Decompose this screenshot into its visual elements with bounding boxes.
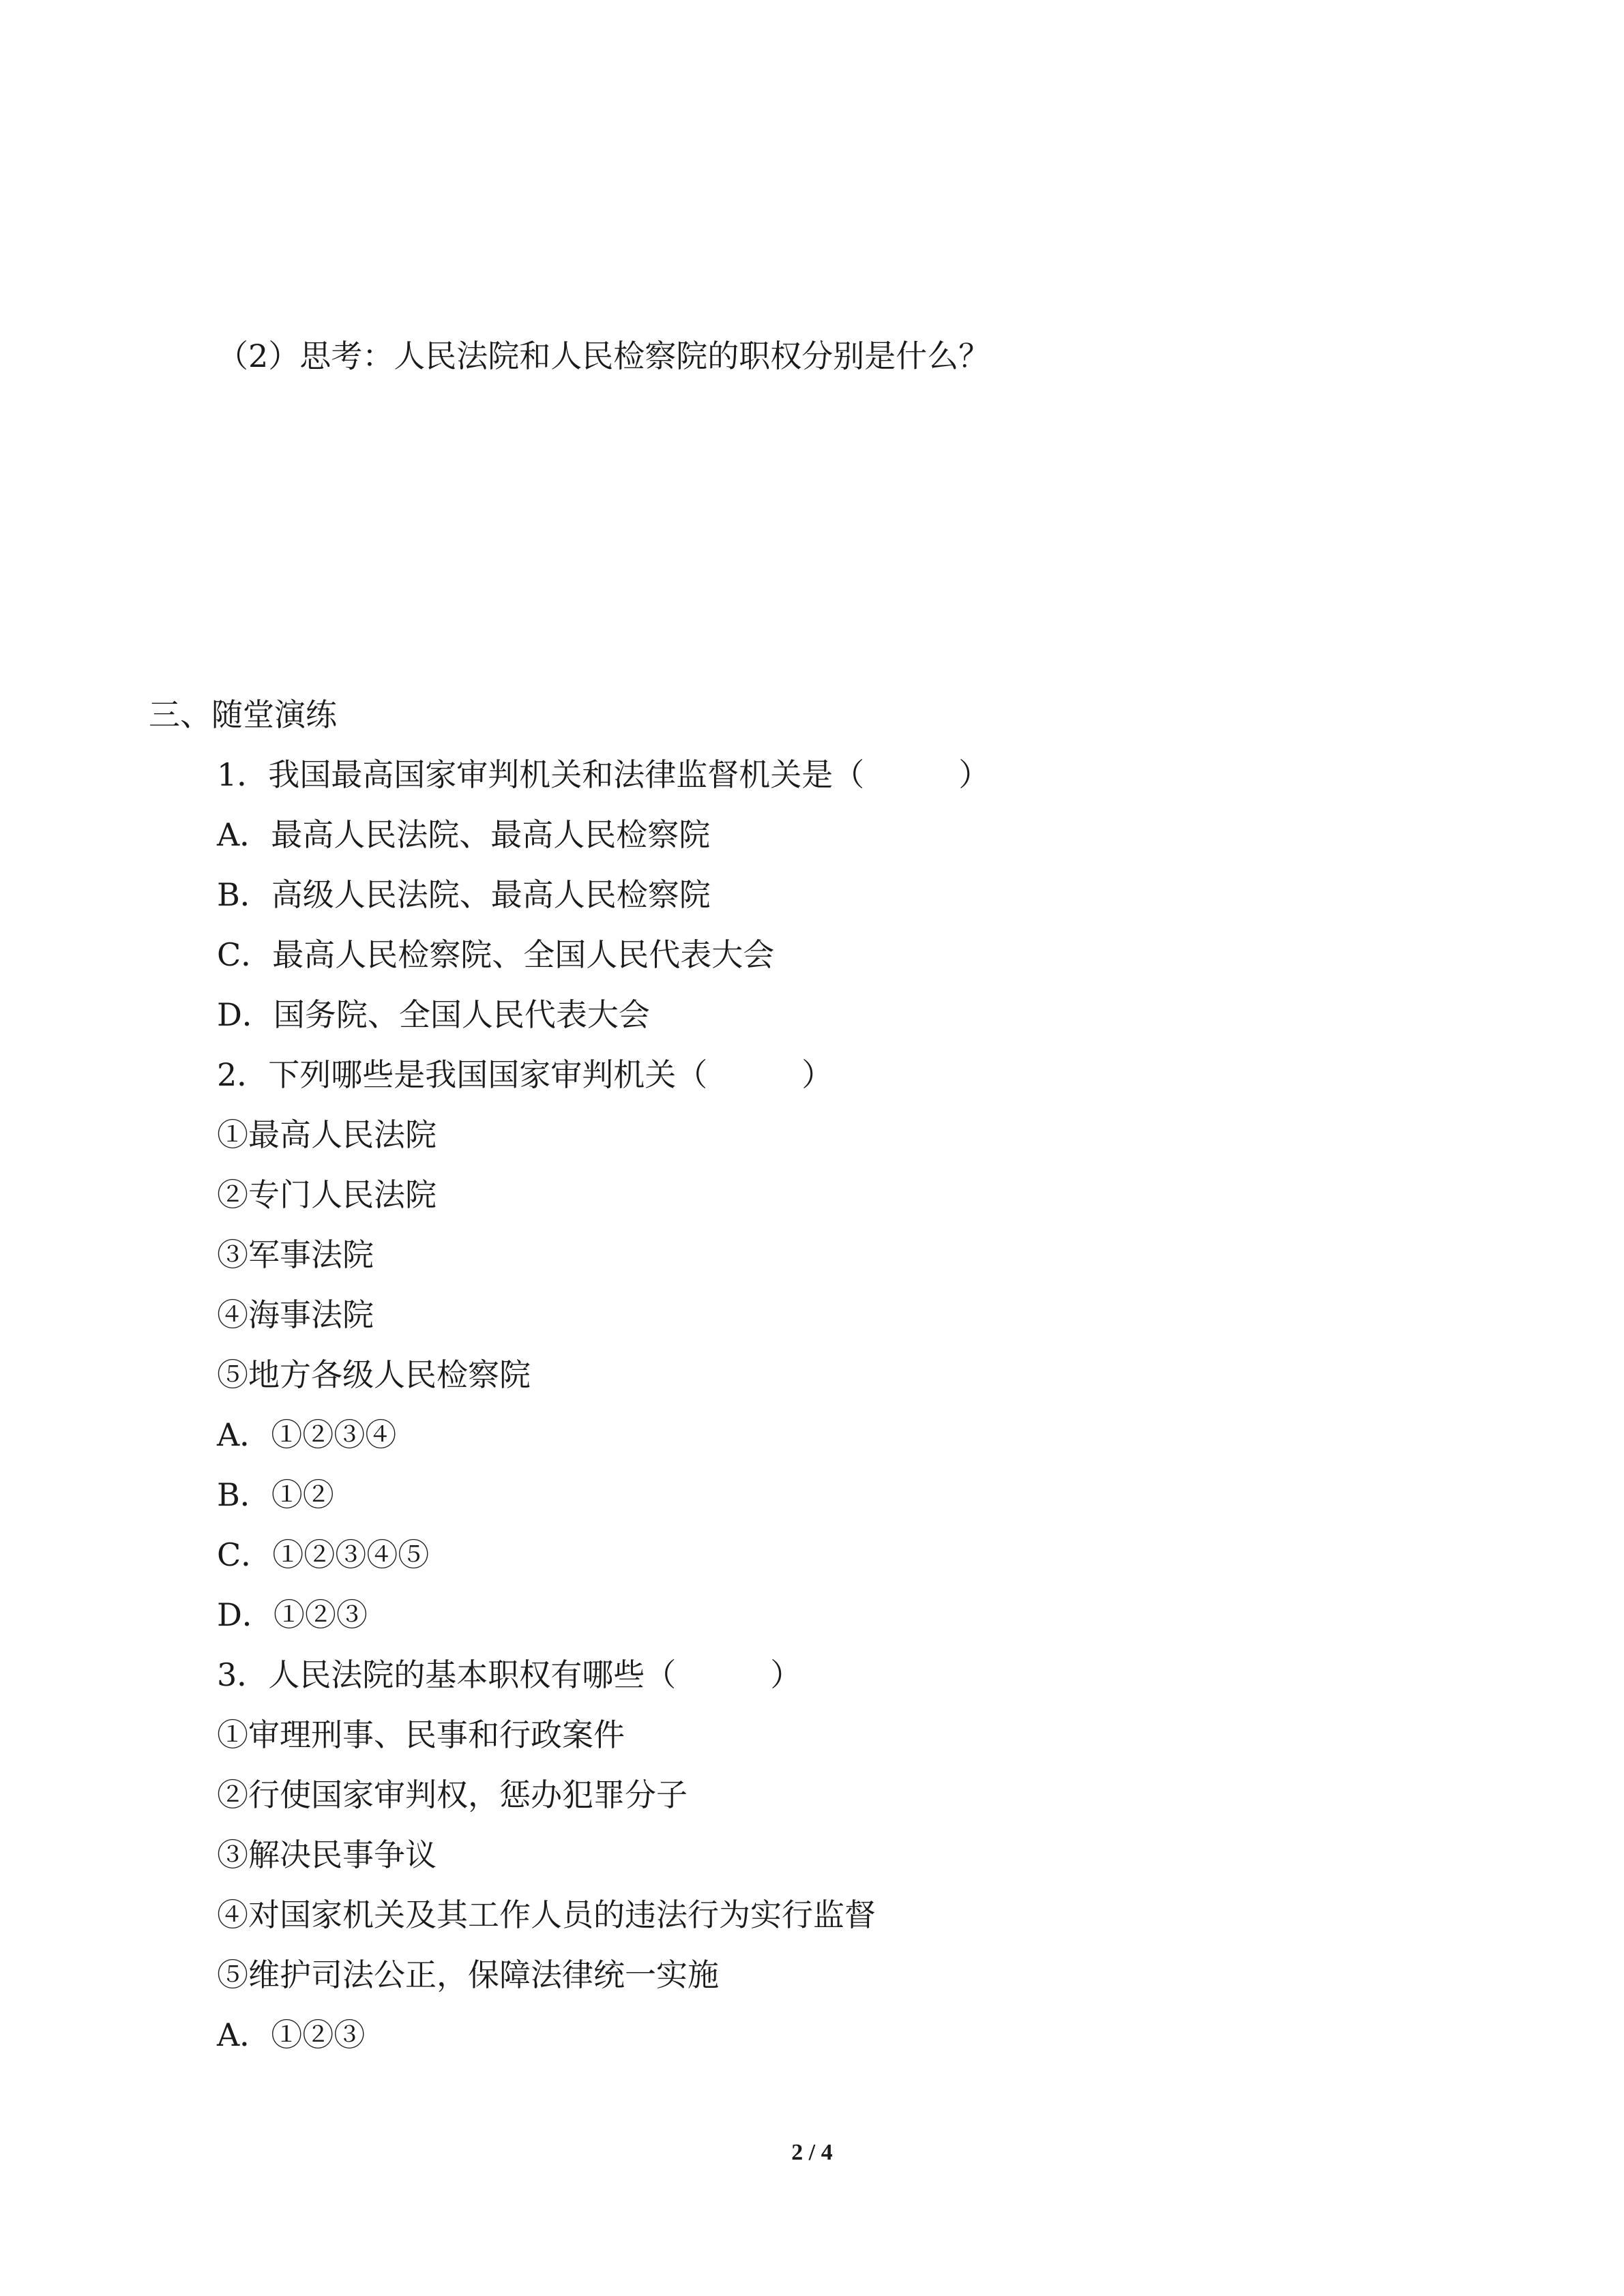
- q2-item-3: ③军事法院: [217, 1236, 374, 1273]
- q3-item-4: ④对国家机关及其工作人员的违法行为实行监督: [217, 1896, 876, 1933]
- question-3: 3．人民法院的基本职权有哪些（ ）: [217, 1656, 802, 1693]
- q2-item-2: ②专门人民法院: [217, 1176, 437, 1213]
- q2-option-c: C．①②③④⑤: [217, 1536, 430, 1573]
- page-number: 2 / 4: [791, 2140, 833, 2165]
- q2-option-b: B．①②: [217, 1476, 334, 1513]
- q1-option-b: B．高级人民法院、最高人民检察院: [217, 876, 711, 913]
- question-2: 2．下列哪些是我国国家审判机关（ ）: [217, 1056, 833, 1093]
- q2-item-4: ④海事法院: [217, 1296, 374, 1333]
- q3-item-5: ⑤维护司法公正，保障法律统一实施: [217, 1956, 719, 1993]
- q1-option-d: D．国务院、全国人民代表大会: [217, 996, 650, 1033]
- q3-option-a: A．①②③: [217, 2016, 366, 2053]
- q2-item-5: ⑤地方各级人民检察院: [217, 1356, 531, 1393]
- question-1: 1．我国最高国家审判机关和法律监督机关是（ ）: [217, 756, 990, 793]
- q3-item-2: ②行使国家审判权，惩办犯罪分子: [217, 1776, 688, 1813]
- q2-option-d: D．①②③: [217, 1596, 368, 1633]
- q3-item-3: ③解决民事争议: [217, 1836, 437, 1873]
- q1-option-a: A．最高人民法院、最高人民检察院: [217, 816, 711, 853]
- q1-option-c: C．最高人民检察院、全国人民代表大会: [217, 936, 775, 973]
- thinking-question: （2）思考：人民法院和人民检察院的职权分别是什么？: [217, 338, 990, 374]
- q2-option-a: A．①②③④: [217, 1416, 397, 1453]
- q2-item-1: ①最高人民法院: [217, 1116, 437, 1153]
- q3-item-1: ①审理刑事、民事和行政案件: [217, 1716, 625, 1753]
- section-title: 三、随堂演练: [149, 696, 337, 733]
